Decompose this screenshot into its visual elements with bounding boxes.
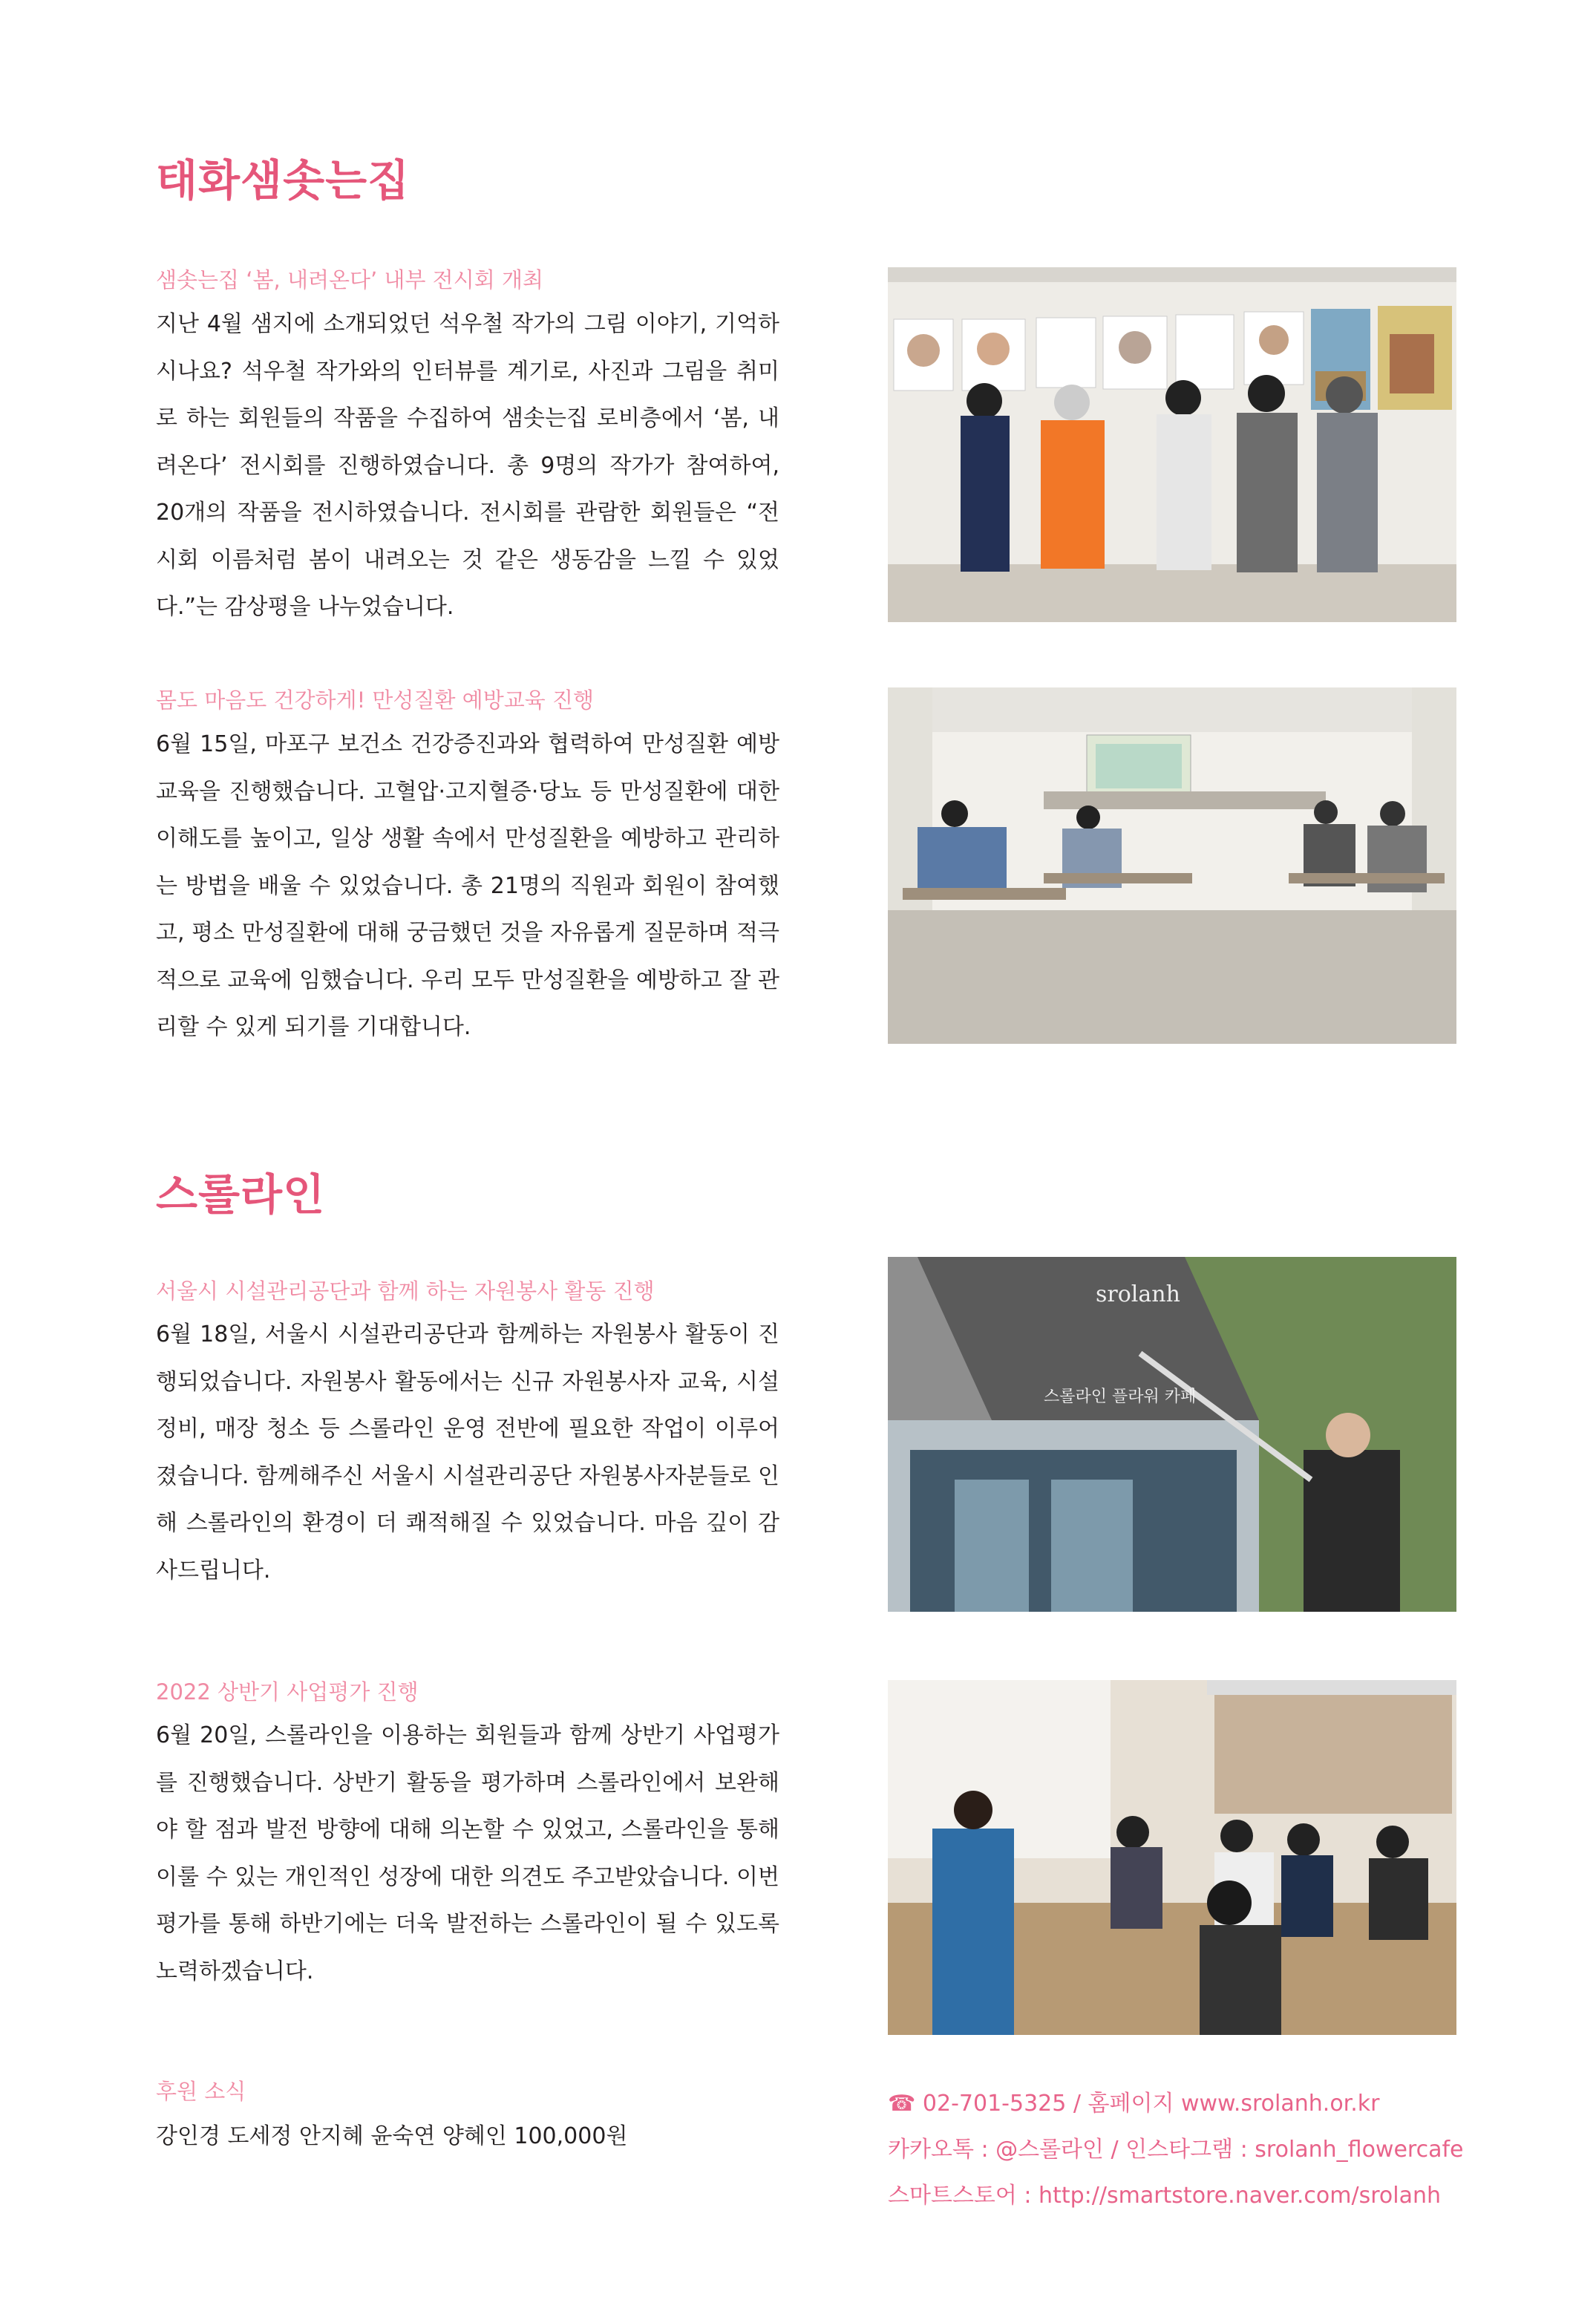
srolanh-logo: srolanh bbox=[1096, 1281, 1180, 1307]
section-title-srolanh: 스롤라인 bbox=[156, 1169, 326, 1220]
article-subtitle: 서울시 시설관리공단과 함께 하는 자원봉사 활동 진행 bbox=[156, 1278, 655, 1304]
article-body: 6월 18일, 서울시 시설관리공단과 함께하는 자원봉사 활동이 진행되었습니다. 자원봉사 활동에서는 신규 자원봉사자 교육, 시설 정비, 매장 청소 등 스롤라인 운영 전반에 필요한 작업이 이루어졌습니다. 함께해주신 서울시 시설관리공단 자원봉사자분들로 인해 스롤라인의 환경이 더 쾌적해질 수 있었습니다. 마음 깊이 감사드립니다. bbox=[156, 1321, 779, 1584]
phone-icon: ☎ bbox=[888, 2091, 916, 2117]
article-body: 지난 4월 샘지에 소개되었던 석우철 작가의 그림 이야기, 기억하시나요? 석우철 작가와의 인터뷰를 계기로, 사진과 그림을 취미로 하는 회원들의 작품을 수집하여 샘솟는집 로비층에서 ‘봄, 내려온다’ 전시회를 진행하였습니다. 총 9명의 작가가 참여하여, 20개의 작품을 전시하였습니다. 전시회를 관람한 회원들은 “전시회 이름처럼 봄이 내려오는 것 같은 생동감을 느낄 수 있었다.”는 감상평을 나누었습니다. bbox=[156, 311, 779, 620]
exhibition-photo bbox=[888, 267, 1456, 622]
section-title-taehwa: 태화샘솟는집 bbox=[156, 155, 411, 206]
contact-phone: 02-701-5325 / 홈페이지 www.srolanh.or.kr bbox=[922, 2091, 1380, 2117]
health-education-photo bbox=[888, 687, 1456, 1044]
contact-kakao: 카카오톡 : @스롤라인 / 인스타그램 : srolanh_flowercafe bbox=[888, 2137, 1464, 2163]
evaluation-photo bbox=[888, 1680, 1456, 2035]
donation-text: 강인경 도세정 안지혜 윤숙연 양혜인 100,000원 bbox=[156, 2123, 628, 2149]
article-subtitle: 몸도 마음도 건강하게! 만성질환 예방교육 진행 bbox=[156, 687, 594, 713]
article-subtitle: 샘솟는집 ‘봄, 내려온다’ 내부 전시회 개최 bbox=[156, 267, 543, 293]
volunteer-photo bbox=[888, 1257, 1456, 1612]
cafe-sign: 스롤라인 플라워 카페 bbox=[1044, 1388, 1197, 1406]
article-body: 6월 20일, 스롤라인을 이용하는 회원들과 함께 상반기 사업평가를 진행했습니다. 상반기 활동을 평가하며 스롤라인에서 보완해야 할 점과 발전 방향에 대해 의논할 수 있었고, 스롤라인을 통해 이룰 수 있는 개인적인 성장에 대한 의견도 주고받았습니다. 이번 평가를 통해 하반기에는 더욱 발전하는 스롤라인이 될 수 있도록 노력하겠습니다. bbox=[156, 1722, 779, 1984]
donation-subtitle: 후원 소식 bbox=[156, 2079, 246, 2104]
article-subtitle: 2022 상반기 사업평가 진행 bbox=[156, 1679, 419, 1705]
contact-store: 스마트스토어 : http://smartstore.naver.com/srolanh bbox=[888, 2183, 1442, 2209]
article-body: 6월 15일, 마포구 보건소 건강증진과와 협력하여 만성질환 예방교육을 진행했습니다. 고혈압·고지혈증·당뇨 등 만성질환에 대한 이해도를 높이고, 일상 생활 속에서 만성질환을 예방하고 관리하는 방법을 배울 수 있었습니다. 총 21명의 직원과 회원이 참여했고, 평소 만성질환에 대해 궁금했던 것을 자유롭게 질문하며 적극적으로 교육에 임했습니다. 우리 모두 만성질환을 예방하고 잘 관리할 수 있게 되기를 기대합니다. bbox=[156, 731, 779, 1040]
contact-phone-line bbox=[888, 2085, 1380, 2117]
